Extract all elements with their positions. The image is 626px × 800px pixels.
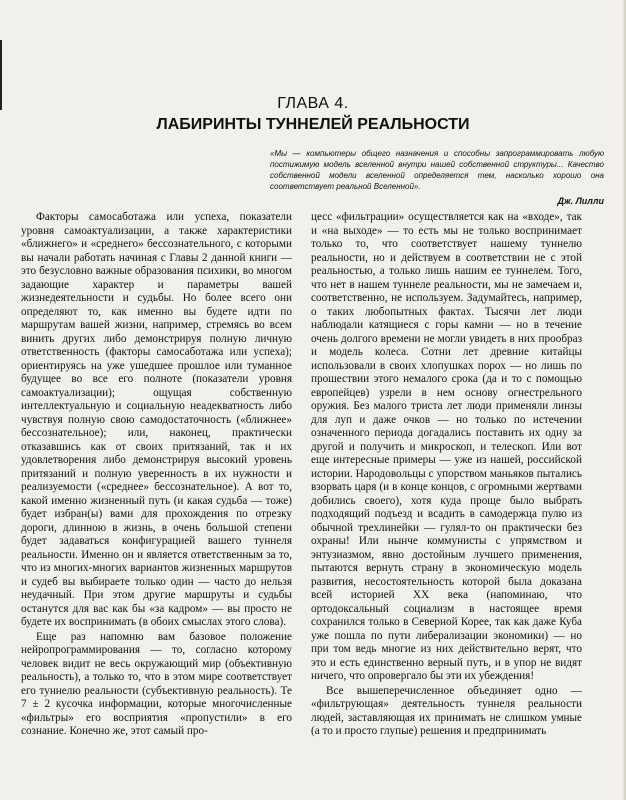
epigraph-author: Дж. Лилли bbox=[557, 196, 604, 206]
epigraph bbox=[270, 148, 604, 207]
epigraph-text: «Мы — компьютеры общего назначения и способны запрограммировать любую постижимую модель вселенной внутри нашей собственной структуры... Качество собственной модели вселенной определяется тем, насколько хорошо она соответствует реальной Вселенной». bbox=[270, 149, 604, 191]
chapter-title: ЛАБИРИНТЫ ТУННЕЛЕЙ РЕАЛЬНОСТИ bbox=[156, 116, 470, 133]
chapter-number: ГЛАВА 4. bbox=[277, 95, 349, 112]
chapter-heading bbox=[0, 95, 626, 135]
left-column bbox=[21, 211, 292, 739]
paragraph: цесс «фильтрации» осуществляется как на «входе», так и «на выходе» — то есть мы не только воспринимает только то, что соответствует нашему туннелю реальности, но и действуем в соответствии не с этой реальностью, а только лишь нашим ее туннелем. Того, что нет в нашем туннеле реальности, мы не замечаем и, соответственно, не используем. Задумайтесь, например, о таких любопытных фактах. Тысячи лет люди наблюдали катящиеся с горы камни — но в течение очень долгого времени не могли увидеть в них прообраз и модель колеса. Сотни лет древние китайцы использовали в своих хлопушках порох — но лишь по прошествии этого немалого срока (да и то с помощью европейцев) узрели в нем основу огнестрельного оружия. Без малого триста лет люди применяли линзы для луп и даже очков — но только по истечении означенного периода догадались поставить их одну за другой и получить и микроскоп, и телескоп. Или вот еще интересные примеры — уже из нашей, российской истории. Народовольцы с упорством маньяков пытались взорвать царя (и в конце концов, с огромными жертвами добились своего), хотя куда проще было выбрать подходящий подъезд и всадить в самодержца пулю из обычной трехлинейки — гулял-то он практически без охраны! Или нынче коммунисты с упрямством и энтузиазмом, явно достойным лучшего применения, пытаются вернуть страну в экономическую модель развития, несостоятельность которой была доказана всей историей XX века (напоминаю, что ортодоксальный социализм в настоящее время сохранился только в Северной Корее, так как даже Куба уже пошла по пути либерализации экономики) — но при том ведь многие из них действительно верят, что это и есть единственно верный путь, и в упор не видят ничего, что опровергало бы эти их убеждения! bbox=[311, 211, 582, 682]
paragraph: Еще раз напомню вам базовое положение нейропрограммирования — то, согласно которому человек видит не весь окружающий мир (объективную реальность), а только то, что в этом мире соответствует его туннелю реальности (субъективную реальность). Те 7 ± 2 кусочка информации, которые многочисленные «фильтры» его восприятия «пропустили» в его сознание. Конечно же, этот самый про- bbox=[21, 630, 292, 737]
paragraph: Все вышеперечисленное объединяет одно — «фильтрующая» деятельность туннеля реальности людей, заставляющая их принимать не слишком умные (а то и просто глупые) решения и предпринимать bbox=[311, 684, 582, 737]
paragraph: Факторы самосаботажа или успеха, показатели уровня самоактуализации, а также характеристики «ближнего» и «среднего» бессознательного, с которыми вы начали работать начиная с Главы 2 данной книги — это безусловно важные образования психики, во многом задающие характер и параметры вашей жизнедеятельности и судьбы. Но более всего они определяют то, как именно вы будете идти по маршрутам вашей жизни, например, стремясь во всем винить других либо демонстрируя полную личную ответственность (факторы самосаботажа или успеха); ориентируясь на уже ушедшее прошлое или туманное будущее во все его полноте (показатели уровня самоактуализации); ощущая собственную интеллектуальную и социальную неадекватность либо чувствуя полную свою самодостаточность («ближнее» бессознательное); или, наконец, практически отказавшись как от своих притязаний, так и их удовлетворения либо демонстрируя высокий уровень притязаний и полную уверенность в их нужности и реализуемости («среднее» бессознательное). А вот то, какой именно жизненный путь (и какая судьба — тоже) будет избран(ы) вами для прохождения по отрезку дороги, длинною в жизнь, в очень большой степени будет задаваться конфигурацией вашего туннеля реальности. Именно он и является ответственным за то, что из многих-многих вариантов жизненных маршрутов и судеб вы выбираете только один — часто до нельзя неудачный. При этом другие маршруты и судьбы останутся для вас как бы «за кадром» — вы просто не будете их воспринимать (в обоих смыслах этого слова). bbox=[21, 211, 292, 628]
right-column bbox=[311, 211, 582, 739]
